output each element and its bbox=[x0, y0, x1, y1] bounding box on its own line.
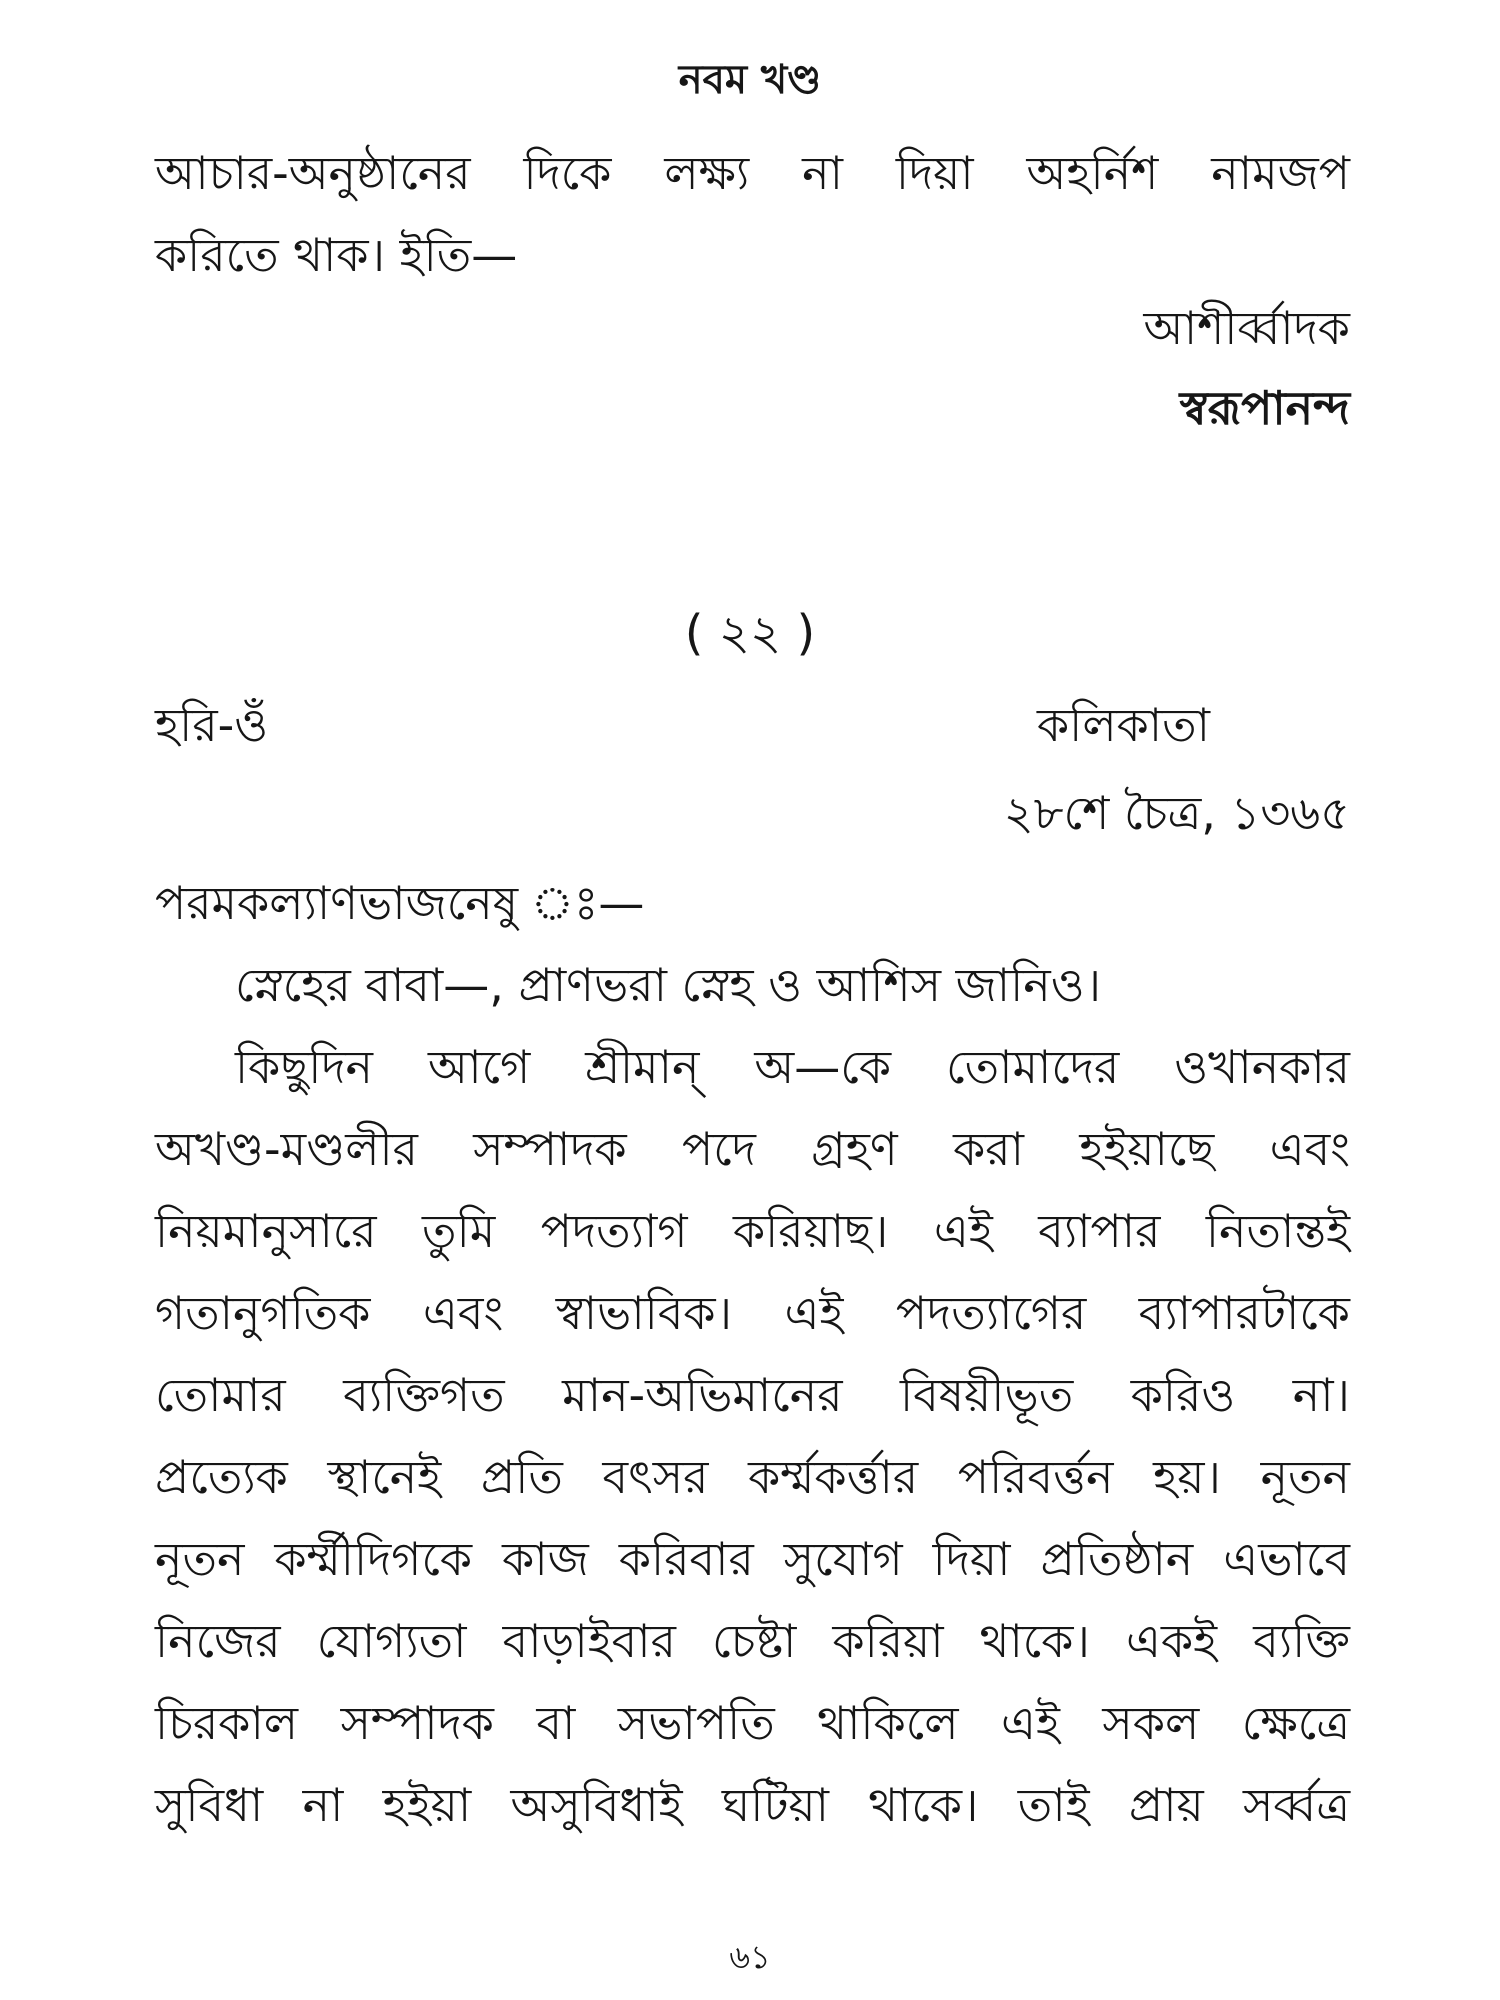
page-number: ৬১ bbox=[729, 1938, 771, 1976]
text-line: প্রত্যেক স্থানেই প্রতি বৎসর কর্ম্মকর্ত্তার পরিবর্ত্তন হয়। নূতন bbox=[155, 1450, 1350, 1504]
invocation: হরি-ওঁ bbox=[155, 698, 269, 752]
signature: স্বরূপানন্দ bbox=[1179, 381, 1350, 435]
letter-head-row bbox=[155, 690, 1250, 760]
text-line: নিয়মানুসারে তুমি পদত্যাগ করিয়াছ। এই ব্যাপার নিতান্তই bbox=[155, 1204, 1350, 1258]
text-line: তোমার ব্যক্তিগত মান-অভিমানের বিষয়ীভূত করিও না। bbox=[155, 1368, 1350, 1422]
text-line: চিরকাল সম্পাদক বা সভাপতি থাকিলে এই সকল ক্ষেত্রে bbox=[155, 1696, 1350, 1750]
place: কলিকাতা bbox=[1037, 698, 1210, 752]
text-line: নূতন কর্ম্মীদিগকে কাজ করিবার সুযোগ দিয়া প্রতিষ্ঠান এভাবে bbox=[155, 1532, 1350, 1586]
text-line: নিজের যোগ্যতা বাড়াইবার চেষ্টা করিয়া থাকে। একই ব্যক্তি bbox=[155, 1614, 1350, 1668]
text-line: আচার-অনুষ্ঠানের দিকে লক্ষ্য না দিয়া অহর্নিশ নামজপ bbox=[155, 146, 1350, 200]
greeting: স্নেহের বাবা—, প্রাণভরা স্নেহ ও আশিস জানিও। bbox=[235, 958, 1102, 1012]
letter-date: ২৮শে চৈত্র, ১৩৬৫ bbox=[1003, 786, 1350, 840]
text-line: গতানুগতিক এবং স্বাভাবিক। এই পদত্যাগের ব্যাপারটাকে bbox=[155, 1286, 1350, 1340]
previous-letter-text bbox=[155, 132, 1350, 296]
running-title: নবম খণ্ড bbox=[678, 57, 822, 103]
text-line: করিতে থাক। ইতি— bbox=[155, 228, 518, 282]
text-line: অখণ্ড-মণ্ডলীর সম্পাদক পদে গ্রহণ করা হইয়াছে এবং bbox=[155, 1122, 1350, 1176]
letter-body bbox=[155, 862, 1350, 1846]
addressee: পরমকল্যাণভাজনেষু ঃ— bbox=[155, 876, 645, 930]
text-line: কিছুদিন আগে শ্রীমান্ অ—কে তোমাদের ওখানকার bbox=[235, 1040, 1350, 1094]
letter-number: ( ২২ ) bbox=[684, 605, 816, 661]
text-line: সুবিধা না হইয়া অসুবিধাই ঘটিয়া থাকে। তাই প্রায় সর্ব্বত্র bbox=[155, 1778, 1350, 1832]
closing-word: আশীর্ব্বাদক bbox=[1143, 301, 1350, 355]
